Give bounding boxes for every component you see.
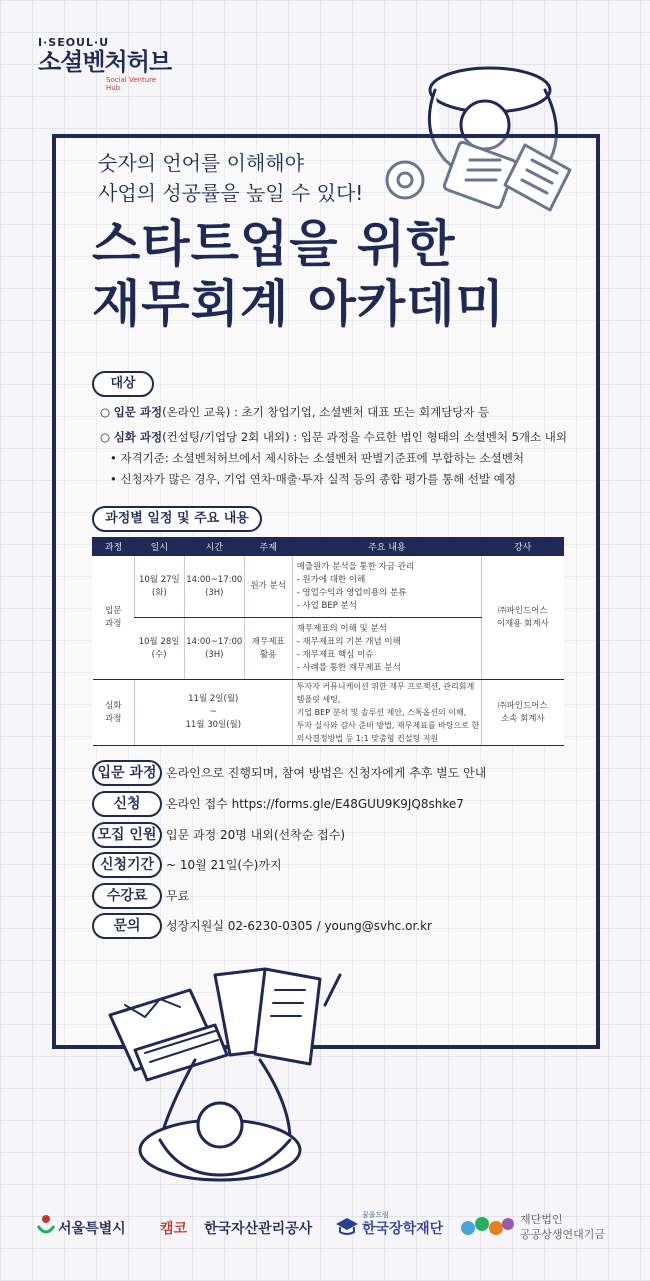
title-line-2: 재무회계 아카데미: [92, 275, 505, 333]
target-label: 대상: [92, 371, 154, 397]
org-seoul: 서울특별시: [58, 1221, 126, 1237]
teacher-cell: ㈜파인드어스 이재용 회계사: [482, 556, 564, 680]
target-adv-bold: 심화 과정: [113, 430, 163, 444]
schedule-label: 과정별 일정 및 주요 내용: [92, 506, 262, 532]
target-adv-sub-1: • 자격기준: 소셜벤처허브에서 제시하는 소셜벤처 판별기준표에 부합하는 소셜벤처: [110, 451, 524, 465]
date-cell: 10월 28일 (수): [134, 618, 184, 680]
time-cell: 14:00~17:00 (3H): [184, 618, 244, 680]
info-label-fee: 수강료: [92, 883, 162, 909]
table-header: 시간: [184, 538, 244, 556]
table-header: 과정: [93, 538, 135, 556]
table-header-row: [93, 538, 564, 556]
date-cell: 11월 2일(월) ~ 11월 30일(월): [134, 680, 292, 746]
org-kosaf-small: 꿈을드림: [362, 1211, 390, 1219]
org-solidarity: [520, 1212, 605, 1242]
footer-logos: [0, 1200, 650, 1260]
logo-main-text: 소셜벤처허브: [38, 48, 172, 76]
subheadline: [98, 148, 363, 208]
solidarity-fund-logo-icon: [460, 1214, 514, 1238]
table-header: 주제: [244, 538, 292, 556]
target-adv-rest: (컨설팅/기업당 2회 내외) : 입문 과정을 수료한 법인 형태의 소셜벤처 5개소 내외: [162, 430, 567, 444]
page-title: [92, 214, 505, 334]
subheadline-line-2: 사업의 성공률을 높일 수 있다!: [98, 181, 364, 205]
target-intro-bold: 입문 과정: [113, 405, 163, 419]
org-solidarity-line-1: 재단법인: [520, 1213, 563, 1226]
logo-top-text: I·SEOUL·U: [38, 36, 110, 49]
org-kamco-logo: 캠코: [160, 1221, 188, 1237]
teacher-cell: ㈜파인드어스 소속 회계사: [482, 680, 564, 746]
org-kosaf: 한국장학재단: [362, 1221, 444, 1237]
topic-cell: 재무제표 활용: [244, 618, 292, 680]
table-header: 주요 내용: [292, 538, 482, 556]
info-label-apply: 신청: [92, 791, 162, 817]
target-intro-rest: (온라인 교육) : 초기 창업기업, 소셜벤처 대표 또는 회계담당자 등: [162, 405, 490, 419]
table-header: 일시: [134, 538, 184, 556]
content-cell: 매출원가 분석을 통한 자금 관리 - 원가에 대한 이해 - 영업수익과 영업비용의 분류 - 사업 BEP 분석: [292, 556, 482, 618]
info-label-capacity: 모집 인원: [92, 822, 162, 848]
info-value-fee: 무료: [166, 889, 190, 903]
seoul-logo-icon: [36, 1214, 56, 1238]
target-details: [100, 402, 567, 490]
time-cell: 14:00~17:00 (3H): [184, 556, 244, 618]
info-label-period: 신청기간: [92, 852, 162, 878]
org-solidarity-line-2: 공공상생연대기금: [520, 1228, 606, 1241]
table-row: [93, 680, 564, 746]
course-cell: 입문 과정: [93, 556, 135, 680]
info-value-capacity: 입문 과정 20명 내외(선착순 접수): [166, 828, 345, 842]
bullet-icon: ○: [100, 430, 114, 444]
schedule-table: [92, 537, 564, 746]
info-label-contact: 문의: [92, 913, 162, 939]
logo-sub-text: Social Venture Hub: [106, 76, 157, 92]
target-intro-line: [100, 402, 567, 423]
title-line-1: 스타트업을 위한: [92, 215, 456, 273]
table-header: 강사: [482, 538, 564, 556]
info-value-period: ~ 10월 21일(수)까지: [166, 858, 282, 872]
kosaf-logo-icon: [334, 1216, 360, 1236]
content-cell: 투자자 커뮤니케이션 위한 재무 프로젝션, 관리회계 템플릿 세팅, 기업 BEP 분석 및 솔루션 제안, 스톡옵션의 이해, 투자 실사와 감사 준비 방법, 재무제표를 바탕으로 한 의사결정방법 등 1:1 맞춤형 컨설팅 지원: [292, 680, 482, 746]
topic-cell: 원가 분석: [244, 556, 292, 618]
person-laptop-illustration: [100, 965, 370, 1190]
table-row: [93, 556, 564, 618]
target-adv-line: [100, 427, 567, 448]
content-cell: 재무제표의 이해 및 분석 - 재무제표의 기본 개념 이해 - 재무제표 핵심 이슈 - 사례를 통한 재무제표 분석: [292, 618, 482, 680]
date-cell: 10월 27일 (화): [134, 556, 184, 618]
svh-logo: [38, 36, 172, 92]
info-value-intro: 온라인으로 진행되며, 참여 방법은 신청자에게 추후 별도 안내: [166, 766, 487, 780]
info-value-contact: 성장지원실 02-6230-0305 / young@svhc.or.kr: [166, 919, 432, 933]
course-cell: 심화 과정: [93, 680, 135, 746]
info-value-apply: 온라인 접수 https://forms.gle/E48GUU9K9JQ8shke7: [166, 797, 464, 811]
subheadline-line-1: 숫자의 언어를 이해해야: [98, 151, 304, 175]
info-label-intro: 입문 과정: [92, 760, 162, 786]
org-kamco: 한국자산관리공사: [204, 1221, 313, 1237]
target-adv-sub-2: • 신청자가 많은 경우, 기업 연차·매출·투자 실적 등의 종합 평가를 통해 선발 예정: [110, 472, 516, 486]
bullet-icon: ○: [100, 405, 114, 419]
